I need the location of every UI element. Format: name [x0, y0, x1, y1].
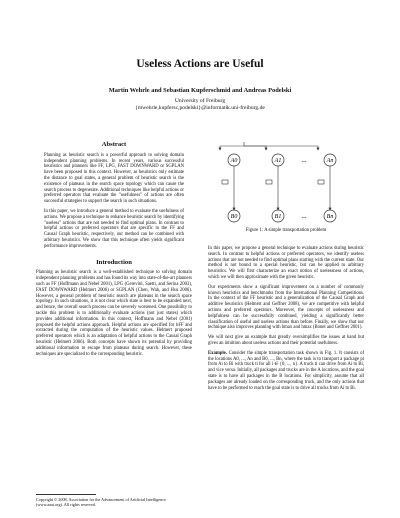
right-paragraph-4	[208, 351, 364, 392]
left-column	[36, 142, 192, 361]
affiliation: University of Freiburg	[174, 98, 226, 104]
node-b0-label: B0	[230, 214, 238, 220]
example-label: Example.	[208, 350, 227, 356]
footnote-rule	[36, 494, 96, 495]
emails: {mwehrle,kupfersc,podelski}@informatik.uni-freiburg.de	[135, 105, 265, 111]
abstract-paragraph-1: Planning as heuristic search is a powerful approach to solving domain independent planning problems. In recent years, various successful heuristics and planners like FF, LPG, FAST DOWNWARD or SGPLAN have been proposed in this context. However, as heuristics only estimate the distance to goal states, a general problem of heuristic search is the existence of plateaus in the search space topology which can cause the search process to degenerate. Additional techniques like helpful actions or preferred operators that evaluate the "usefulness" of actions are often successful strategies to support the search in such situations.	[44, 152, 184, 205]
authors: Martin Wehrle and Sebastian Kupferschmid and Andreas Podelski	[108, 87, 292, 94]
paper-title: Useless Actions are Useful	[136, 58, 264, 70]
truck-edges	[222, 166, 330, 210]
abstract-body	[44, 153, 184, 250]
introduction-heading: Introduction	[96, 258, 132, 266]
node-b1	[272, 210, 284, 222]
copyright-notice: Copyright © 2008, Association for the Advancement of Artificial Intelligence (www.aaai.org). All rights reserved.	[36, 497, 166, 508]
right-column	[208, 246, 364, 395]
node-a1	[272, 154, 284, 166]
example-text: Consider the simple transportation task shown in Fig. 1. It consists of the locations A0, ..., An and B0, ..., Bn, where the task is to transport a package pi from Ai to Bi with truck ti for all i ∈ {0, ..., n}. A truck ti can drive from Ai to Bi, and vice versa. Initially, all packages and trucks are in the A locations, and the goal state is to have all packages in the B locations. For simplicity, assume that all packages are already loaded on the corresponding truck, and the only actions that have to be performed to reach the goal state is to drive all trucks from Ai to Bi.	[208, 350, 365, 391]
node-a0-label: A0	[230, 158, 238, 164]
node-bn-label: Bn	[326, 214, 334, 220]
transportation-figure	[208, 140, 364, 238]
node-an	[324, 154, 336, 166]
ellipsis-bottom: ...	[301, 212, 307, 220]
right-paragraph-3: We will next give an example that greatly oversimplifies the issues at hand but gives an intuition about useless actions and their potential usefulness.	[208, 335, 364, 346]
figure-caption: Figure 1: A simple transportation problem	[245, 228, 327, 233]
abstract-heading: Abstract	[101, 141, 127, 148]
node-bn	[324, 210, 336, 222]
right-paragraph-2: Our experiments show a significant improvement on a number of commonly known heuristics and benchmarks from the International Planning Competitions. In the context of the FF heuristic and a generalization of the Causal Graph and additive heuristics (Helmert and Geffner 2008), we are competitive with helpful actions and preferred operators. Moreover, the concepts of uselessness and helpfulness can be successfully combined, yielding a significantly better classification of useful and useless actions than before. Finally, we show that our technique also improves planning with hmax and hmax (Bonet and Geffner 2001).	[208, 284, 364, 331]
node-b0	[228, 210, 240, 222]
right-paragraph-1: In this paper, we propose a general technique to evaluate actions during heuristic search. In contrast to helpful actions or preferred operators, we identify useless actions that are not needed to find optimal plans starting with the current state. Our method is not bound to a special heuristic, but can be applied to arbitrary heuristics. We will first characterize an exact notion of uselessness of actions, which we will then approximate with the given heuristic.	[208, 246, 364, 280]
node-an-label: An	[326, 158, 334, 164]
node-a1-label: A1	[274, 158, 282, 164]
introduction-paragraph-1: Planning as heuristic search is a well-established technique to solving domain independent planning problems and has found its way into state-of-the-art planners such as FF (Hoffmann and Nebel 2001), LPG (Gerevini, Saetti, and Serina 2003), FAST DOWNWARD (Helmert 2006) or SGPLAN (Chen, Wah, and Hsu 2006). However, a general problem of heuristic search are plateaus in the search space topology. In such situations, it is not clear which state is best to be expanded next, and hence, the overall search process can be severely worsened. One possibility to tackle this problem is to additionally evaluate actions (not just states) which provides additional information. In this context, Hoffmann and Nebel (2001) proposed the helpful actions approach. Helpful actions are specified for hFF and extracted during the computation of the heuristic values. Helmert proposed preferred operators which is an adaptation of helpful actions to the Causal Graph heuristic (Helmert 2006). Both concepts have shown its potential by providing additional information to escape from plateaus during search. However, these techniques are specialized to the corresponding heuristic.	[36, 270, 192, 357]
abstract-paragraph-2: In this paper, we introduce a general method to evaluate the usefulness of actions. We propose a technique to enhance heuristic search by identifying "useless" actions that are not needed to find optimal plans. In contrast to helpful actions or preferred operators that are specific to the FF and Causal Graph heuristic, respectively, our method can be combined with arbitrary heuristics. We show that this technique often yields significant performance improvements.	[44, 208, 184, 249]
node-a0	[228, 154, 240, 166]
node-b1-label: B1	[274, 214, 282, 220]
ellipsis-top: ...	[301, 156, 307, 164]
